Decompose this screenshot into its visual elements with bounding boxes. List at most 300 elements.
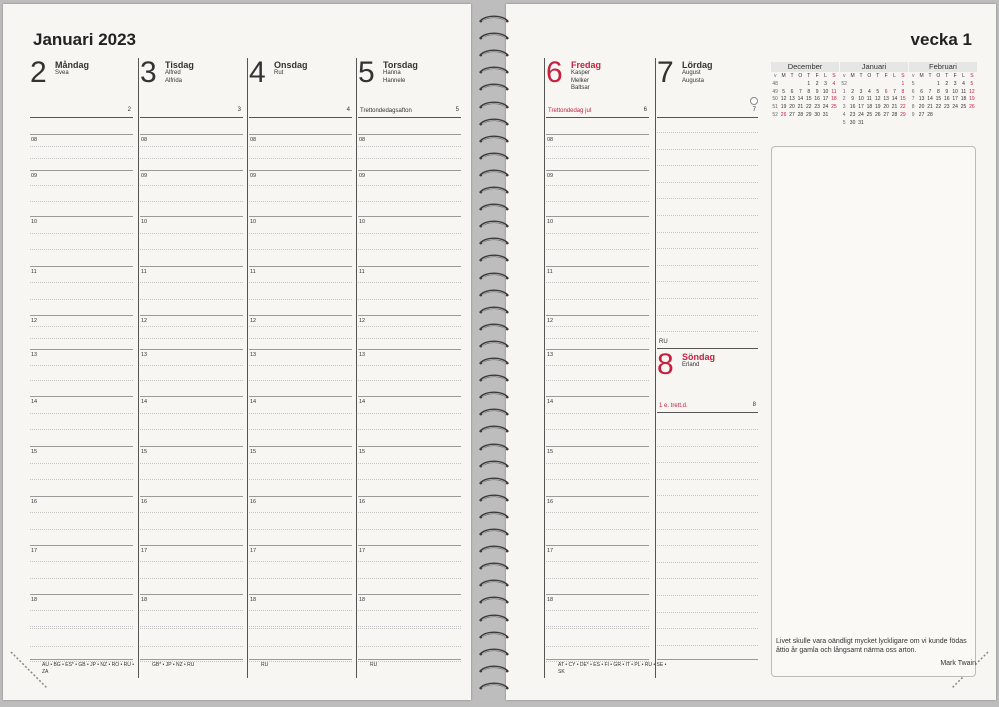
dotted-line (140, 282, 243, 283)
hour-label: 08 (250, 137, 257, 143)
hour-label: 14 (250, 399, 257, 405)
mini-calendar-day: 24 (858, 111, 864, 118)
mini-calendar-day: 13 (918, 96, 925, 103)
mini-calendar-day: 23 (814, 104, 820, 111)
mini-calendar-day: 4 (832, 80, 836, 87)
day-number: 7 (657, 56, 674, 89)
dotted-line (657, 462, 758, 463)
mini-calendar-grid (771, 73, 838, 120)
hour-line (140, 545, 243, 546)
mini-calendar-day: 7 (911, 96, 915, 103)
quote-text: Livet skulle vara oändligt mycket lyckligare om vi kunde födas åttio år gamla och långsamt närma oss arton. (776, 638, 967, 654)
hour-line (249, 266, 352, 267)
mini-calendar-day: 25 (866, 111, 873, 118)
hour-label: 12 (31, 318, 38, 324)
mini-calendar-day: 4 (867, 88, 871, 95)
dotted-line (358, 610, 461, 611)
hour-line (358, 216, 461, 217)
spiral-ring (477, 236, 511, 247)
mini-calendar-day: 51 (772, 104, 778, 111)
dotted-line (30, 185, 133, 186)
hour-label: 18 (359, 597, 366, 603)
mini-calendar-day: 5 (970, 80, 974, 87)
mini-calendar-day: 5 (782, 88, 785, 95)
mini-calendar-day: 30 (814, 111, 820, 118)
dotted-line (546, 479, 649, 480)
weekday-header: v (911, 73, 915, 79)
day-number: 8 (657, 348, 674, 381)
name-days: Kasper Melker Baltsar (571, 70, 591, 91)
day-column[interactable] (249, 58, 352, 678)
hour-label: 18 (31, 597, 38, 603)
hour-label: 17 (547, 548, 554, 554)
hour-label: 18 (141, 597, 148, 603)
dotted-line (30, 249, 133, 250)
mini-calendar-day: 5 (876, 88, 880, 95)
week-title: vecka 1 (910, 30, 972, 49)
dotted-line (657, 232, 758, 233)
spiral-ring (477, 202, 511, 213)
weekday-header: T (807, 73, 811, 79)
mini-calendar-day: 27 (918, 111, 925, 118)
mini-calendar-day: 19 (780, 104, 787, 111)
hour-line (30, 266, 133, 267)
name-days: Erland (682, 362, 700, 368)
mini-calendar-month-title: Januari (840, 62, 908, 72)
mini-calendar-day: 26 (874, 111, 881, 118)
dotted-line (657, 562, 758, 563)
dotted-line (546, 158, 649, 159)
dotted-line (358, 561, 461, 562)
mini-calendar-day: 21 (797, 104, 804, 111)
dotted-line (546, 299, 649, 300)
day-name: Tisdag (165, 60, 194, 70)
hour-label: 09 (250, 173, 257, 179)
spiral-ring (477, 510, 511, 521)
mini-calendar-day: 1 (842, 88, 846, 95)
dotted-line (358, 233, 461, 234)
dotted-line (249, 365, 352, 366)
dotted-line (30, 282, 133, 283)
hour-line (546, 496, 649, 497)
mini-calendar-day: 5 (842, 119, 846, 126)
mini-calendar-day: 11 (831, 88, 837, 95)
dotted-line (546, 249, 649, 250)
dotted-line (140, 646, 243, 647)
dotted-line (140, 626, 243, 627)
dotted-line (358, 463, 461, 464)
mini-calendar-day: 16 (849, 104, 856, 111)
dotted-line (140, 529, 243, 530)
dotted-line (657, 545, 758, 546)
notes-box[interactable] (771, 146, 976, 677)
hour-label: 17 (359, 548, 366, 554)
hour-line (358, 170, 461, 171)
bottom-line (140, 659, 243, 660)
hour-line (140, 170, 243, 171)
weekday-header: S (970, 73, 974, 79)
mini-calendar-day: 52 (841, 80, 847, 87)
dotted-line (657, 645, 758, 646)
dotted-line (140, 185, 243, 186)
bottom-line (546, 659, 649, 660)
mini-calendar-day: 23 (943, 104, 950, 111)
weekend-column[interactable] (657, 58, 758, 678)
day-number: 3 (140, 56, 157, 89)
dotted-line (546, 429, 649, 430)
hour-label: 10 (31, 219, 38, 225)
dotted-line (546, 512, 649, 513)
mini-calendar-day: 11 (866, 96, 872, 103)
mini-calendar-day: 20 (883, 104, 889, 111)
mini-calendar-day: 9 (911, 111, 915, 118)
weekday-header: O (867, 73, 872, 79)
mini-calendar-day: 25 (831, 104, 837, 111)
dotted-line (657, 165, 758, 166)
bottom-line (249, 659, 352, 660)
dotted-line (249, 429, 352, 430)
spiral-ring (477, 31, 511, 42)
mini-calendar-day: 19 (874, 104, 881, 111)
mini-calendar-day: 7 (928, 88, 932, 95)
dotted-line (358, 185, 461, 186)
mini-calendar-day: 8 (901, 88, 905, 95)
day-of-year: 7 (752, 107, 756, 113)
mini-calendar-day: 4 (842, 111, 846, 118)
left-page (3, 4, 471, 700)
header-line (657, 412, 758, 413)
day-of-year: 4 (346, 107, 350, 113)
mini-calendar-day: 28 (891, 111, 898, 118)
mini-calendar-day: 49 (772, 88, 778, 95)
day-of-year: 3 (237, 107, 241, 113)
hour-line (249, 594, 352, 595)
dotted-line (140, 429, 243, 430)
dotted-line (657, 315, 758, 316)
mini-calendar-day: 10 (858, 96, 864, 103)
dotted-line (249, 578, 352, 579)
hour-line (358, 315, 461, 316)
mini-calendar-day: 19 (969, 96, 975, 103)
hour-label: 11 (359, 269, 365, 275)
hour-label: 10 (359, 219, 366, 225)
day-column[interactable] (30, 58, 133, 678)
header-line (249, 117, 352, 118)
hour-label: 13 (359, 352, 366, 358)
mini-calendar-day: 14 (891, 96, 898, 103)
name-days: August Augusta (682, 70, 705, 84)
column-separator (138, 58, 139, 678)
hour-label: 09 (141, 173, 148, 179)
dotted-line (546, 233, 649, 234)
hour-line (249, 396, 352, 397)
mini-calendar-grid (840, 73, 907, 128)
mini-calendar-day: 24 (822, 104, 829, 111)
name-days: Svea (55, 70, 69, 76)
day-name: Torsdag (383, 60, 418, 70)
spiral-ring (477, 305, 511, 316)
dotted-line (140, 299, 243, 300)
day-column[interactable] (140, 58, 243, 678)
hour-label: 15 (141, 449, 148, 455)
spiral-ring (477, 613, 511, 624)
spiral-ring (477, 424, 511, 435)
dotted-line (358, 380, 461, 381)
dotted-line (30, 201, 133, 202)
spiral-ring (477, 595, 511, 606)
name-days: Rut (274, 70, 284, 76)
hour-line (30, 216, 133, 217)
mini-calendar-day: 21 (891, 104, 898, 111)
dotted-line (140, 365, 243, 366)
spiral-ring (477, 185, 511, 196)
dotted-line (657, 215, 758, 216)
dotted-line (140, 201, 243, 202)
dotted-line (249, 299, 352, 300)
dotted-line (249, 326, 352, 327)
mini-calendar-day: 52 (772, 111, 778, 118)
hour-line (30, 349, 133, 350)
hour-label: 12 (547, 318, 554, 324)
dotted-line (358, 413, 461, 414)
spiral-ring (477, 561, 511, 572)
hour-line (546, 315, 649, 316)
mini-calendar-day: 22 (935, 104, 942, 111)
dotted-line (657, 595, 758, 596)
mini-calendar-month-title: December (771, 62, 839, 72)
mini-calendar-day: 3 (859, 88, 863, 95)
dotted-line (546, 529, 649, 530)
dotted-line (30, 365, 133, 366)
moon-phase-icon (750, 97, 758, 105)
dotted-line (249, 249, 352, 250)
weekday-header: L (962, 73, 965, 79)
mini-calendar-day: 16 (814, 96, 820, 103)
hour-line (358, 545, 461, 546)
dotted-line (358, 529, 461, 530)
hour-line (546, 170, 649, 171)
spiral-ring (477, 65, 511, 76)
country-codes: AU • BG • ES* • GB • JP • NZ • RO • RU • ZA (42, 662, 134, 675)
hour-label: 12 (141, 318, 148, 324)
dotted-line (140, 338, 243, 339)
mini-calendar-day: 1 (936, 80, 940, 87)
dotted-line (30, 646, 133, 647)
day-column[interactable] (358, 58, 461, 678)
hour-label: 18 (547, 597, 554, 603)
country-codes: RU (261, 662, 269, 668)
mini-calendar-day: 2 (842, 96, 846, 103)
hour-label: 11 (547, 269, 553, 275)
hour-label: 12 (359, 318, 366, 324)
mini-calendar-day: 26 (780, 111, 787, 118)
hour-line (358, 594, 461, 595)
dotted-line (657, 529, 758, 530)
hour-line (546, 349, 649, 350)
hour-label: 16 (250, 499, 257, 505)
weekday-header: L (893, 73, 896, 79)
dotted-line (140, 628, 243, 629)
spiral-ring (477, 493, 511, 504)
hour-label: 16 (31, 499, 38, 505)
country-codes: RU (370, 662, 378, 668)
dotted-line (249, 463, 352, 464)
hour-label: 15 (250, 449, 257, 455)
hour-line (140, 134, 243, 135)
dotted-line (249, 610, 352, 611)
column-separator (356, 58, 357, 678)
dotted-line (358, 646, 461, 647)
hour-line (30, 446, 133, 447)
weekday-header: T (928, 73, 932, 79)
hour-line (249, 216, 352, 217)
mini-calendar-day: 13 (789, 96, 795, 103)
mini-calendar-day: 23 (849, 111, 856, 118)
mini-calendar-day: 25 (960, 104, 967, 111)
dotted-line (249, 413, 352, 414)
mini-calendar-day: 12 (969, 88, 975, 95)
hour-line (546, 545, 649, 546)
mini-calendar-day: 18 (866, 104, 873, 111)
mini-calendar-day: 17 (858, 104, 864, 111)
mini-calendar-day: 16 (943, 96, 950, 103)
mini-calendar-day: 7 (893, 88, 896, 95)
mini-calendar-day: 15 (935, 96, 942, 103)
mini-calendar-day: 8 (936, 88, 940, 95)
mini-calendar-day: 12 (874, 96, 881, 103)
mini-calendar-day: 30 (849, 119, 856, 126)
mini-calendar-day: 7 (798, 88, 802, 95)
dotted-line (358, 299, 461, 300)
mini-calendar-day: 6 (884, 88, 888, 95)
mini-calendar-day: 12 (780, 96, 787, 103)
dotted-line (657, 281, 758, 282)
dotted-line (30, 578, 133, 579)
dotted-line (140, 610, 243, 611)
mini-calendar-day: 11 (960, 88, 967, 95)
day-number: 2 (30, 56, 47, 89)
spiral-ring (477, 339, 511, 350)
weekday-header: O (936, 73, 941, 79)
holiday-note: Trettondedag jul (548, 108, 592, 114)
hour-line (140, 216, 243, 217)
mini-calendar-day: 21 (927, 104, 933, 111)
hour-label: 16 (141, 499, 148, 505)
spiral-ring (477, 134, 511, 145)
hour-label: 13 (250, 352, 257, 358)
country-codes: RU (659, 339, 668, 345)
spiral-ring (477, 442, 511, 453)
hour-label: 14 (141, 399, 148, 405)
spiral-ring (477, 271, 511, 282)
dotted-line (249, 646, 352, 647)
column-separator (655, 58, 656, 678)
dotted-line (546, 146, 649, 147)
mini-calendar-day: 2 (815, 80, 819, 87)
dotted-line (657, 265, 758, 266)
mini-calendar-day: 9 (945, 88, 949, 95)
hour-label: 13 (141, 352, 148, 358)
mini-calendar-day: 22 (900, 104, 906, 111)
dotted-line (30, 380, 133, 381)
mini-calendar-grid (909, 73, 976, 120)
dotted-line (249, 626, 352, 627)
spiral-ring (477, 527, 511, 538)
hour-line (546, 216, 649, 217)
mini-calendar-day: 10 (952, 88, 958, 95)
dotted-line (358, 249, 461, 250)
dotted-line (249, 512, 352, 513)
weekday-header: M (919, 73, 924, 79)
hour-line (358, 134, 461, 135)
day-column[interactable] (546, 56, 667, 678)
hour-label: 14 (547, 399, 554, 405)
mini-calendar-day: 6 (920, 88, 923, 95)
hour-line (140, 396, 243, 397)
spiral-ring (477, 82, 511, 93)
spiral-ring (477, 100, 511, 111)
spiral-ring (477, 219, 511, 230)
mini-calendar-day: 22 (805, 104, 812, 111)
day-number: 5 (358, 56, 375, 89)
dotted-line (140, 578, 243, 579)
mini-calendar-day: 10 (822, 88, 829, 95)
hour-label: 09 (31, 173, 38, 179)
dotted-line (657, 612, 758, 613)
weekday-header: O (798, 73, 803, 79)
hour-line (30, 315, 133, 316)
dotted-line (30, 610, 133, 611)
dotted-line (657, 495, 758, 496)
dotted-line (249, 380, 352, 381)
mini-calendar-day: 20 (918, 104, 925, 111)
header-line (657, 117, 758, 118)
mini-calendar-day: 20 (789, 104, 795, 111)
dotted-line (546, 626, 649, 627)
hour-line (358, 349, 461, 350)
dotted-line (140, 233, 243, 234)
day-name: Onsdag (274, 60, 308, 70)
spiral-ring (477, 48, 511, 59)
dotted-line (140, 479, 243, 480)
dotted-line (140, 561, 243, 562)
dotted-line (657, 132, 758, 133)
weekday-header: v (773, 73, 777, 79)
spiral-ring (477, 390, 511, 401)
hour-label: 09 (547, 173, 554, 179)
hour-label: 16 (359, 499, 366, 505)
dotted-line (140, 512, 243, 513)
dotted-line (657, 578, 758, 579)
country-codes: AT • CY • DE* • ES • FI • GR • IT • PL • RU • SE • SK (558, 662, 667, 675)
spiral-ring (477, 168, 511, 179)
dotted-line (140, 326, 243, 327)
dotted-line (30, 529, 133, 530)
weekday-header: L (824, 73, 827, 79)
dotted-line (249, 529, 352, 530)
dotted-line (546, 413, 649, 414)
hour-line (546, 396, 649, 397)
hour-line (546, 446, 649, 447)
dotted-line (546, 365, 649, 366)
hour-label: 11 (31, 269, 37, 275)
dotted-line (30, 479, 133, 480)
dotted-line (140, 249, 243, 250)
mini-calendar-day: 2 (851, 88, 854, 95)
dotted-line (30, 299, 133, 300)
day-of-year: 6 (643, 107, 647, 113)
header-line (546, 117, 649, 118)
